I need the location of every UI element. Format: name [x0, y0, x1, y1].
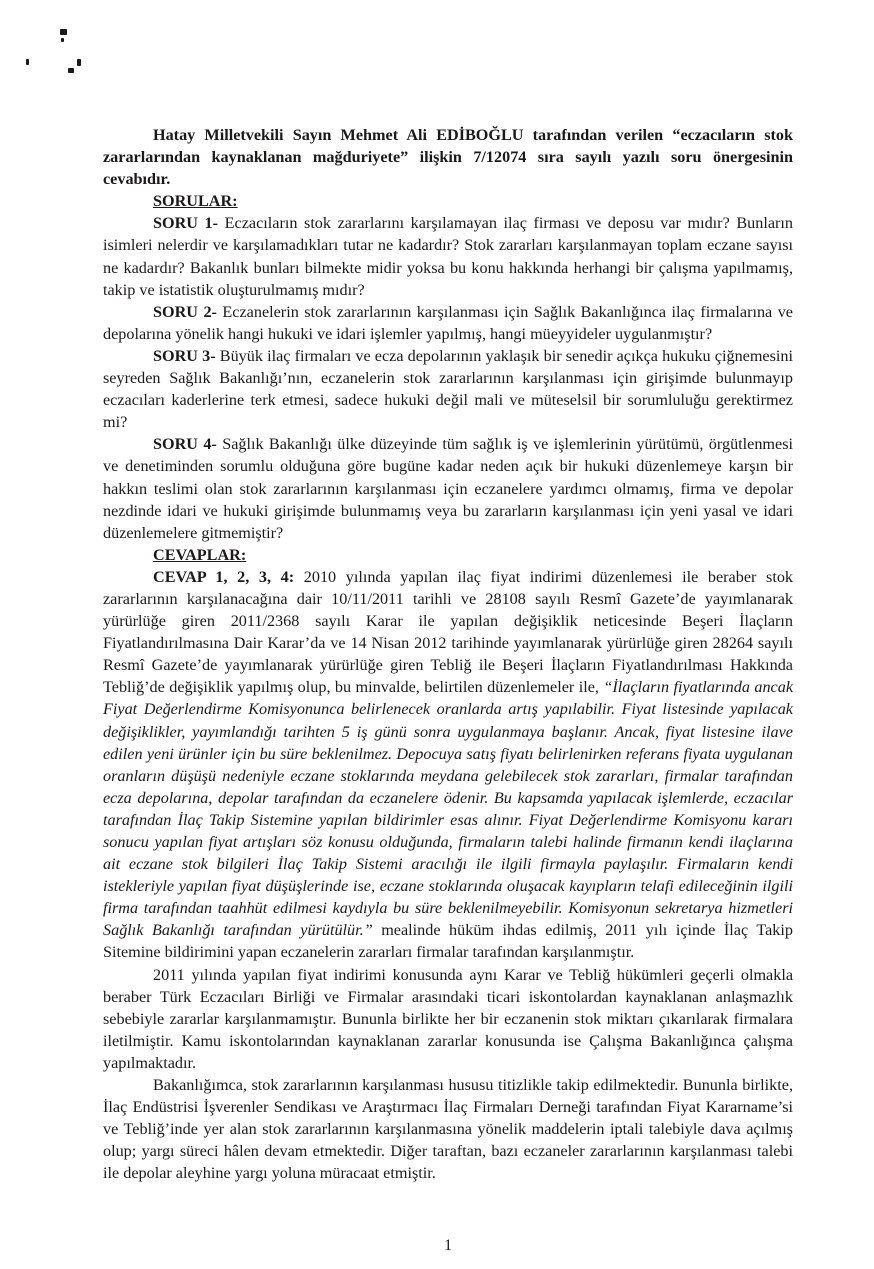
- question-3: [103, 345, 793, 433]
- answer-label: CEVAP 1, 2, 3, 4:: [153, 567, 295, 586]
- question-1-label: SORU 1-: [153, 214, 219, 233]
- paragraph-2011-discounts-text: 2011 yılında yapılan fiyat indirimi konusunda aynı Karar ve Tebliğ hükümleri geçerli olmakla beraber Türk Eczacıları Birliği ve Firmalar arasındaki ticari iskontolardan kaynaklanan anlaşmazlık sebebiyle zararlar karşılanmamıştır. Bununla birlikte her bir eczanenin stok miktarı çıkarılarak firmalara iletilmiştir. Kamu iskontolarından kaynaklanan zararlar konusunda ise Çalışma Bakanlığınca çalışma yapılmaktadır.: [103, 965, 793, 1072]
- scan-speckle: [77, 59, 81, 66]
- paragraph-2011-discounts: [103, 964, 793, 1074]
- answers-heading-label: CEVAPLAR:: [153, 545, 247, 564]
- document-title: Hatay Milletvekili Sayın Mehmet Ali EDİBOĞLU tarafından verilen “eczacıların stok zararlarından kaynaklanan mağduriyete” ilişkin 7/12074 sıra sayılı yazılı soru önergesinin cevabıdır.: [103, 126, 793, 189]
- answers-heading: [103, 544, 793, 566]
- question-1: [103, 212, 793, 300]
- question-4: [103, 433, 793, 543]
- question-3-text: Büyük ilaç firmaları ve ecza depolarının yaklaşık bir senedir açıkça hukuku çiğnemesini seyreden Sağlık Bakanlığı’nın, eczanelerin stok zararlarının karşılanması için girişimde bulunmayıp eczacıları kaderlerine terk etmesi, sadece hukuki değil mali ve müteselsil bir sorumluluğu gerektirmez mi?: [103, 346, 794, 432]
- scan-speckle: [61, 38, 64, 42]
- question-3-label: SORU 3-: [153, 346, 216, 365]
- question-1-text: Eczacıların stok zararlarını karşılamayan ilaç firması ve deposu var mıdır? Bunların isimleri nelerdir ve karşılamadıkları tutar ne kadardır? Stok zararları karşılanmayan toplam eczane sayısı ne kadardır? Bakanlık bunları bilmekte midir yoksa bu konu hakkında herhangi bir çalışma yapılmamış, takip ve istatistik oluşturulmamış mıdır?: [103, 214, 793, 299]
- scan-speckle: [68, 68, 74, 73]
- question-4-text: Sağlık Bakanlığı ülke düzeyinde tüm sağlık iş ve işlemlerinin yürütümü, örgütlenmesi ve denetiminden sorumlu olduğuna göre bugüne kadar neden açık bir hukuki düzenlemeye karşın bir hakkın teslimi olan stok zararlarının karşılanması için eczanelere yardımcı olmamış, firma ve depolar nezdinde idari ve hukuki girişimde bulunmamış veya bu zararların karşılanması için yeni yasal ve idari düzenlemelere gitmemiştir?: [103, 435, 794, 542]
- paragraph-ministry-followup: [103, 1074, 793, 1184]
- document-body: [103, 124, 793, 1185]
- question-2: [103, 301, 793, 345]
- scan-speckle: [26, 59, 29, 65]
- page-number: 1: [443, 1236, 453, 1254]
- paragraph-ministry-followup-text: Bakanlığımca, stok zararlarının karşılanması hususu titizlikle takip edilmektedir. Bununla birlikte, İlaç Endüstrisi İşverenler Sendikası ve Araştırmacı İlaç Firmaları Derneği tarafından Fiyat Kararname’si ve Tebliğ’inde yer alan stok zararlarının karşılanmasına yönelik maddelerin iptali talebiyle dava açılmış olup; yargı süreci hâlen devam etmektedir. Diğer taraftan, bazı eczaneler zararlarının karşılanması talebi ile depolar aleyhine yargı yoluna müracaat etmiştir.: [103, 1076, 793, 1183]
- question-4-label: SORU 4-: [153, 435, 217, 454]
- answer-quoted-provision: “İlaçların fiyatlarında ancak Fiyat Değerlendirme Komisyonunca belirlenecek oranlarda artış yapılabilir. Fiyat listesinde yapılacak değişiklikler, yayımlandığı tarihten 5 iş günü sonra uygulanmaya başlanır. Ancak, fiyat listesine ilave edilen yeni ürünler için bu süre beklenilmez. Depocuya satış fiyatı belirlenirken referans fiyata uygulanan oranların düşüşü nedeniyle eczane stoklarında meydana gelebilecek stok zararları, firmalar tarafından ecza depolarına, depolar tarafından da eczanelere ödenir. Bu kapsamda yapılacak işlemlerde, eczacılar tarafından İlaç Takip Sistemine yapılan bildirimler esas alınır. Fiyat Değerlendirme Komisyonu kararı sonucu yapılan fiyat artışları söz konusu olduğunda, firmaların talebi halinde firmanın kendi ilaçlarına ait eczane stok bilgileri İlaç Takip Sistemi aracılığı ile ilgili firmayla paylaşılır. Firmaların kendi istekleriyle yapılan fiyat düşüşlerinde ise, eczane stoklarında oluşacak kayıpların telafi edileceğinin ilgili firma tarafından taahhüt edilmesi kaydıyla bu süre beklenilmeyebilir. Komisyonun sekretarya hizmetleri Sağlık Bakanlığı tarafından yürütülür.”: [103, 678, 794, 940]
- question-2-text: Eczanelerin stok zararlarının karşılanması için Sağlık Bakanlığınca ilaç firmalarına ve depolarına yönelik hangi hukuki ve idari işlemler yapılmış, hangi müeyyideler uygulanmıştır?: [103, 302, 793, 343]
- questions-heading: [103, 190, 793, 212]
- scan-speckle: [60, 29, 67, 35]
- answer-intro: 2010 yılında yapılan ilaç fiyat indirimi düzenlemesi ile beraber stok zararlarının karşılanacağına dair 10/11/2011 tarihli ve 28108 sayılı Resmî Gazete’de yayımlanarak yürürlüğe giren 2011/2368 sayılı Karar ile yapılan değişiklik neticesinde Beşeri İlaçların Fiyatlandırılmasına Dair Karar’da ve 14 Nisan 2012 tarihinde yayımlanarak yürürlüğe giren 28264 sayılı Resmî Gazete’de yayımlanarak yürürlüğe giren Tebliğ ile Beşeri İlaçların Fiyatlandırılması Hakkında Tebliğ’de değişiklik yapılmış olup, bu minvalde, belirtilen düzenlemeler ile,: [103, 567, 794, 697]
- answer-paragraph: [103, 566, 793, 964]
- questions-heading-label: SORULAR:: [153, 192, 238, 211]
- answer-outro: mealinde hüküm ihdas edilmiş, 2011 yılı içinde İlaç Takip Sitemine bildirimini yapan eczanelerin zararları firmalar tarafından karşılanmıştır.: [103, 921, 793, 962]
- question-2-label: SORU 2-: [153, 302, 217, 321]
